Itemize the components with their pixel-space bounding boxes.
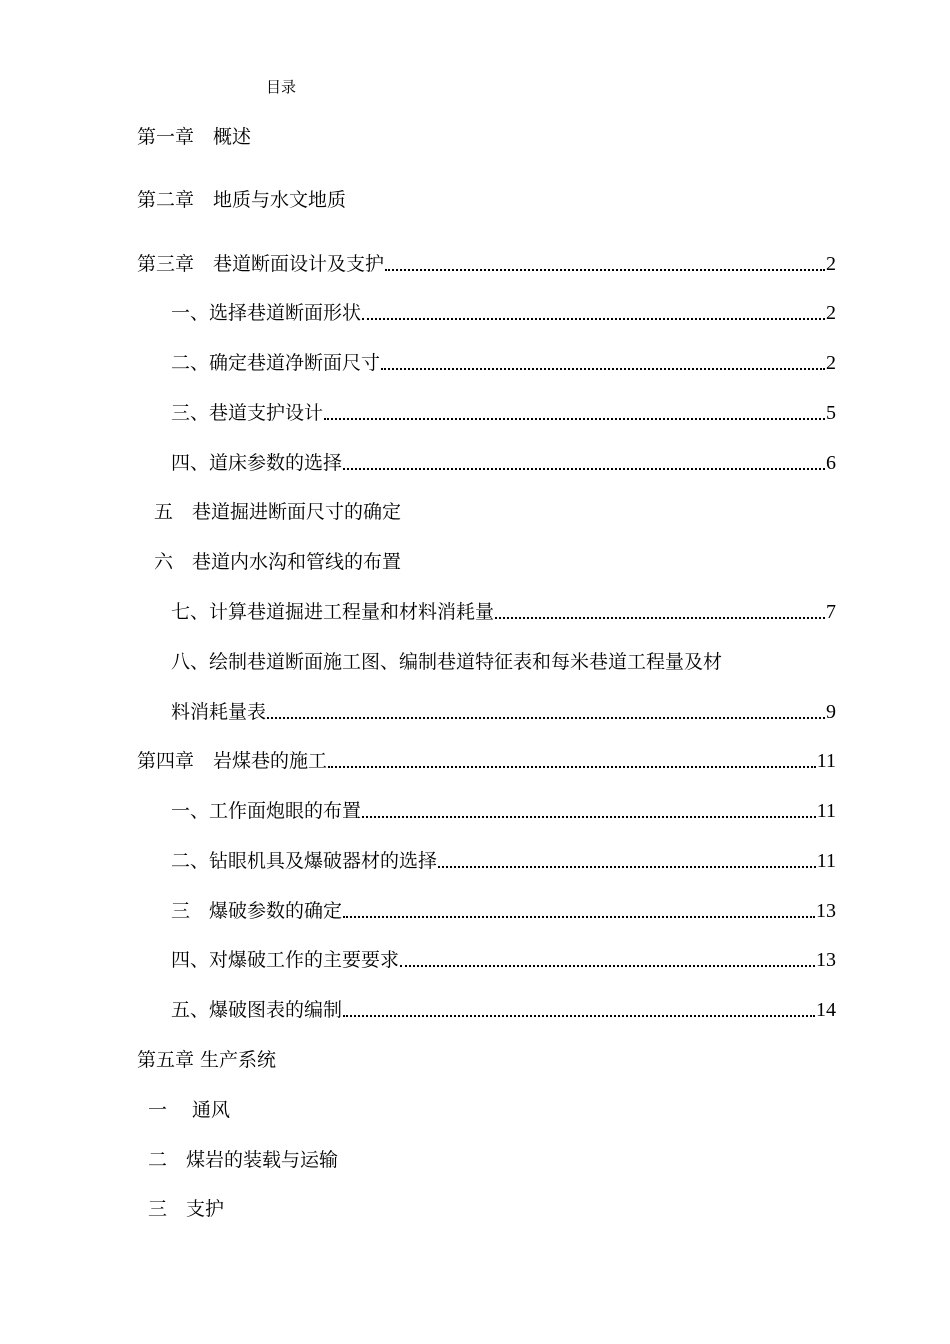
toc-entry-text: 料消耗量表	[171, 701, 267, 723]
toc-leader	[385, 251, 825, 277]
toc-entry-text: 五 巷道掘进断面尺寸的确定	[154, 501, 402, 523]
toc-leader	[402, 499, 835, 525]
toc-entry-text: 三、巷道支护设计	[171, 402, 324, 424]
toc-page-number: 2	[826, 352, 836, 374]
toc-leader	[495, 599, 825, 625]
toc-page-number: 7	[826, 601, 836, 623]
toc-page-number: 2	[826, 302, 836, 324]
toc-leader	[438, 848, 816, 874]
toc-leader	[277, 1047, 835, 1073]
toc-page-number: 13	[816, 949, 836, 971]
toc-entry-text: 二、确定巷道净断面尺寸	[171, 352, 381, 374]
toc-entry-section[interactable]	[171, 350, 836, 376]
toc-entry-section[interactable]	[171, 997, 836, 1023]
toc-leader	[267, 699, 825, 725]
toc-entry-chapter-3[interactable]	[137, 251, 836, 277]
toc-page-number: 5	[826, 402, 836, 424]
toc-entry-chapter-1[interactable]	[137, 124, 836, 150]
toc-page-number: 6	[826, 452, 836, 474]
toc-entry-section[interactable]	[171, 848, 836, 874]
toc-entry-text: 二、钻眼机具及爆破器材的选择	[171, 850, 438, 872]
toc-page-number: 2	[826, 253, 836, 275]
toc-entry-text: 七、计算巷道掘进工程量和材料消耗量	[171, 601, 495, 623]
toc-leader	[362, 798, 816, 824]
toc-entry-text: 二 煤岩的装载与运输	[148, 1149, 339, 1171]
toc-entry-section[interactable]	[148, 1196, 836, 1222]
toc-entry-section[interactable]	[154, 549, 836, 575]
toc-entry-text: 第一章 概述	[137, 126, 252, 148]
toc-title: 目录	[266, 78, 297, 96]
toc-entry-section-wrapped[interactable]: 八、绘制巷道断面施工图、编制巷道特征表和每米巷道工程量及材	[171, 651, 723, 673]
toc-leader	[252, 124, 835, 150]
toc-entry-section[interactable]	[171, 599, 836, 625]
toc-page-number: 14	[816, 999, 836, 1021]
toc-entry-section[interactable]	[171, 300, 836, 326]
toc-leader	[362, 300, 825, 326]
toc-entry-text: 一 通风	[148, 1099, 231, 1121]
toc-entry-section[interactable]	[148, 1097, 836, 1123]
toc-entry-chapter-2[interactable]	[137, 187, 836, 213]
toc-entry-text: 第三章 巷道断面设计及支护	[137, 253, 385, 275]
toc-leader	[324, 400, 825, 426]
toc-entry-text: 一、选择巷道断面形状	[171, 302, 362, 324]
toc-entry-text: 四、对爆破工作的主要要求	[171, 949, 400, 971]
toc-leader	[225, 1196, 835, 1222]
toc-leader	[402, 549, 835, 575]
toc-leader	[328, 748, 816, 774]
toc-entry-chapter-5[interactable]	[137, 1047, 836, 1073]
toc-leader	[343, 450, 825, 476]
toc-entry-section[interactable]	[154, 499, 836, 525]
toc-leader	[339, 1147, 835, 1173]
toc-entry-section[interactable]	[171, 450, 836, 476]
toc-entry-text: 第五章 生产系统	[137, 1049, 277, 1071]
toc-page-number: 11	[816, 850, 836, 872]
toc-entry-text: 第二章 地质与水文地质	[137, 189, 347, 211]
toc-entry-text: 五、爆破图表的编制	[171, 999, 343, 1021]
toc-page-number: 13	[816, 900, 836, 922]
toc-page-number: 9	[826, 701, 836, 723]
toc-entry-chapter-4[interactable]	[137, 748, 836, 774]
toc-page-number: 11	[816, 750, 836, 772]
toc-entry-section-continuation[interactable]	[171, 699, 836, 725]
toc-page-number: 11	[816, 800, 836, 822]
toc-entry-text: 六 巷道内水沟和管线的布置	[154, 551, 402, 573]
toc-entry-section[interactable]	[171, 400, 836, 426]
toc-entry-text: 一、工作面炮眼的布置	[171, 800, 362, 822]
toc-leader	[347, 187, 835, 213]
toc-entry-section[interactable]	[171, 898, 836, 924]
toc-entry-section[interactable]	[148, 1147, 836, 1173]
toc-leader	[343, 898, 815, 924]
toc-entry-section[interactable]	[171, 798, 836, 824]
toc-entry-section[interactable]	[171, 947, 836, 973]
toc-entry-text: 三 爆破参数的确定	[171, 900, 343, 922]
toc-leader	[381, 350, 825, 376]
toc-leader	[400, 947, 815, 973]
toc-entry-text: 第四章 岩煤巷的施工	[137, 750, 328, 772]
toc-leader	[231, 1097, 835, 1123]
toc-entry-text: 四、道床参数的选择	[171, 452, 343, 474]
toc-entry-text: 三 支护	[148, 1198, 225, 1220]
toc-leader	[343, 997, 815, 1023]
